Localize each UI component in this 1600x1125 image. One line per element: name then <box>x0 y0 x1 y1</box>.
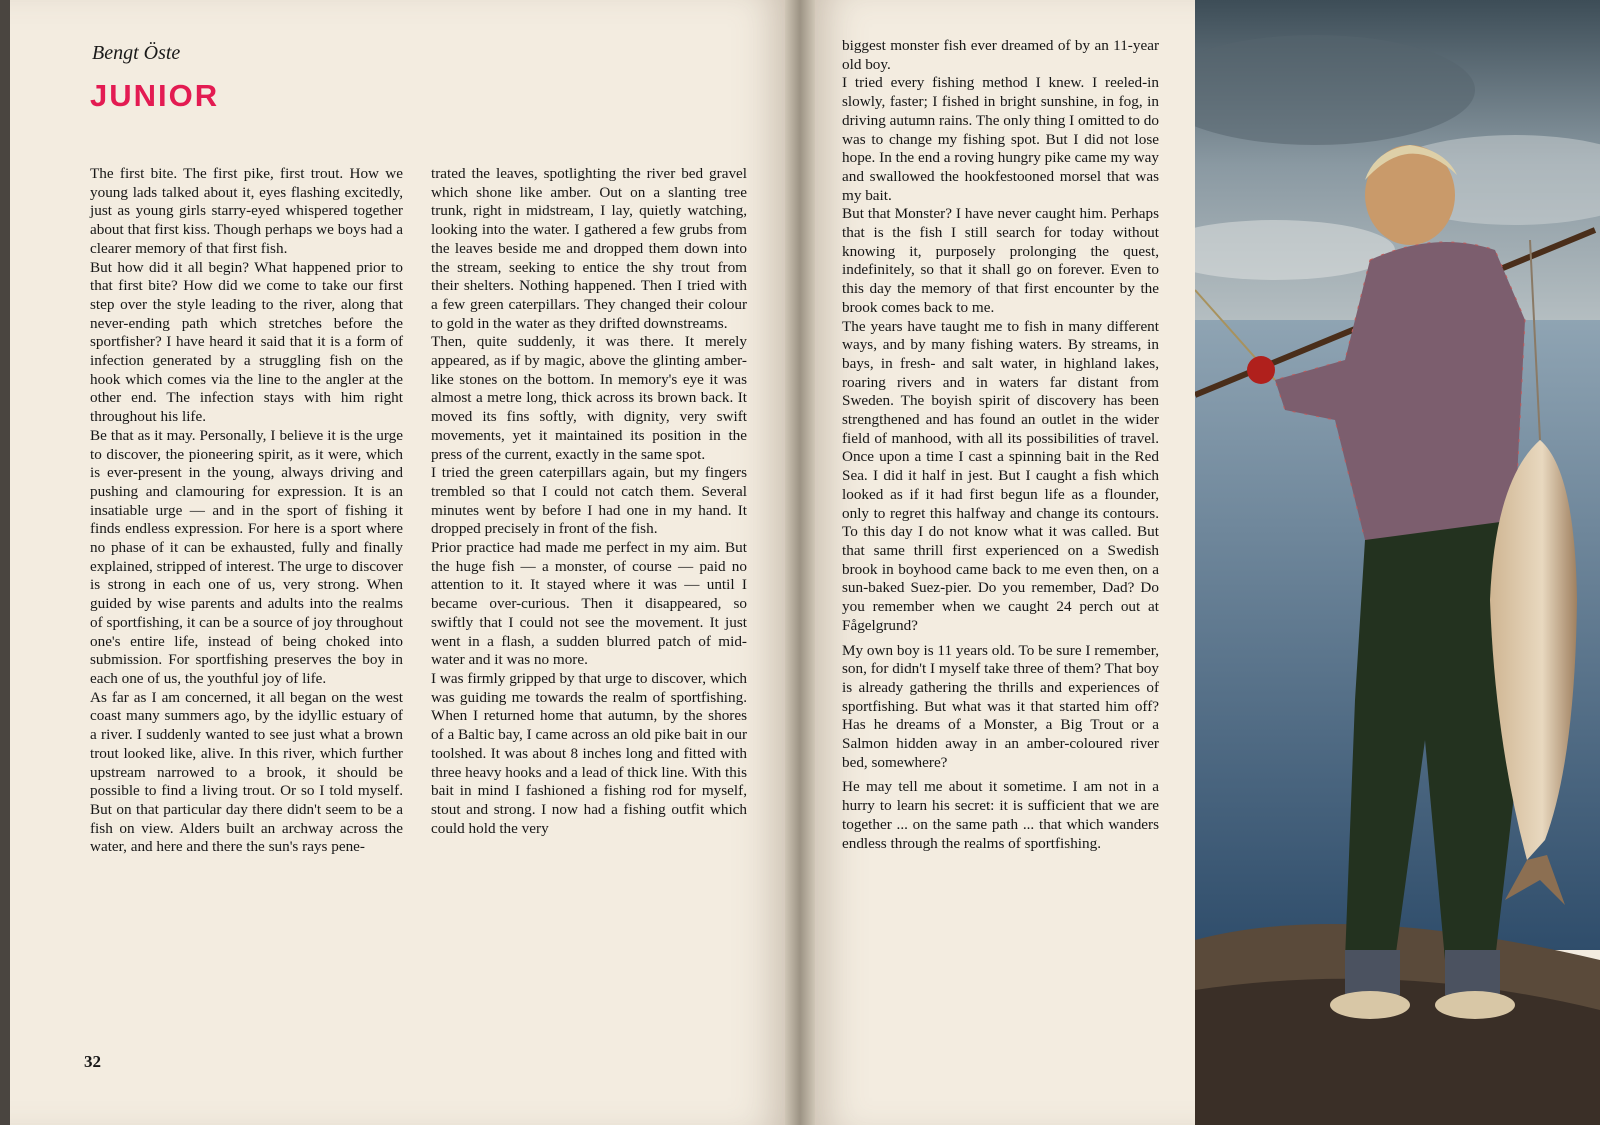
paragraph: Then, quite suddenly, it was there. It merely appeared, as if by magic, above the glinting amber-like stones on the bottom. In memory's eye it was almost a metre long, thick across its brown back. It moved its fins softly, with dignity, very swift movements, yet it maintained its position in the press of the current, exactly in the same spot. <box>431 333 747 463</box>
text-column-3 <box>842 37 1159 853</box>
paragraph: As far as I am concerned, it all began on the west coast many summers ago, by the idyllic estuary of a river. I suddenly wanted to see just what a brown trout looked like, alive. In this river, which further upstream narrowed to a brook, it should be possible to find a living trout. Or so I told myself. But on that particular day there didn't seem to be a fish on view. Alders built an archway across the water, and here and there the sun's rays pene- <box>90 688 403 856</box>
paragraph: The years have taught me to fish in many different ways, and by many fishing waters. By streams, in bays, in fresh- and salt water, in highland lakes, roaring rivers and in waters far distant from Sweden. The boyish spirit of discovery has been strengthened and has found an outlet in the wider field of manhood, with all its possibilities of travel. Once upon a time I cast a spinning bait in the Red Sea. I did it half in jest. But I caught a fish which looked as if it had first begun life as a flounder, only to regret this halfway and change its contours. To this day I do not know what it was called. But that same thrill first experienced on a Swedish brook in boyhood came back to me even then, on a sun-baked Suez-pier. Do you remember, Dad? Do you remember when we caught 24 perch out at Fågelgrund? <box>842 317 1159 634</box>
boy-with-fish-photo <box>1195 0 1600 1125</box>
paragraph: But that Monster? I have never caught him. Perhaps that is the fish I still search for today without knowing it, purposely prolonging the quest, indefinitely, so that it shall go on forever. Even to this day the memory of that first encounter by the brook comes back to me. <box>842 205 1159 316</box>
paragraph: I tried the green caterpillars again, but my fingers trembled so that I could not catch them. Several minutes went by before I had one in my hand. It dropped precisely in front of the fish. <box>431 464 747 538</box>
article-title: JUNIOR <box>90 78 220 113</box>
page-gutter <box>785 0 815 1125</box>
paragraph: I was firmly gripped by that urge to discover, which was guiding me towards the realm of sportfishing. When I returned home that autumn, by the shores of a Baltic bay, I came across an old pike bait in our toolshed. It was about 8 inches long and fitted with three heavy hooks and a lead of thick line. With this bait in mind I fashioned a fishing rod for myself, stout and strong. I now had a fishing outfit which could hold the very <box>431 669 747 837</box>
author-byline: Bengt Öste <box>92 42 181 64</box>
paragraph: The first bite. The first pike, first trout. How we young lads talked about it, eyes flashing excitedly, just as young girls starry-eyed whispered together about that first kiss. Though perhaps we boys had a clearer memory of that first fish. <box>90 165 403 257</box>
paragraph: My own boy is 11 years old. To be sure I remember, son, for didn't I myself take three of them? That boy is already gathering the thrills and experiences of sportfishing. But what was it that started him off? Has he dreams of a Monster, a Big Trout or a Salmon hidden away in an amber-coloured river bed, somewhere? <box>842 641 1159 771</box>
text-column-1 <box>90 165 403 857</box>
page-number: 32 <box>84 1052 101 1071</box>
paragraph: I tried every fishing method I knew. I reeled-in slowly, faster; I fished in bright sunshine, in fog, in driving autumn rains. The only thing I omitted to do was to change my fishing spot. But I did not lose hope. In the end a roving hungry pike came my way and swallowed the hookfestooned morsel that was my bait. <box>842 74 1159 204</box>
paragraph: Be that as it may. Personally, I believe it is the urge to discover, the pioneering spirit, as it were, which is ever-present in the young, always driving and pushing and clamouring for expression. It is an insatiable urge — and in the sport of fishing it finds endless expression. For here is a sport where no phase of it can be exhausted, fully and finally explained, stripped of interest. The urge to discover is strong in each one of us, very strong. When guided by wise parents and adults into the realms of sportfishing, it can be a source of joy throughout one's entire life, instead of being choked into submission. For sportfishing preserves the boy in each one of us, the youthful joy of life. <box>90 426 403 687</box>
paragraph: trated the leaves, spotlighting the river bed gravel which shone like amber. Out on a slanting tree trunk, right in midstream, I lay, quietly watching, looking into the water. I gathered a few grubs from the leaves beside me and dropped them down into the stream, seeking to entice the shy trout from their shelters. Nothing happened. Then I tried with a few green caterpillars. They changed their colour to gold in the water as they drifted downstreams. <box>431 165 747 332</box>
paragraph: biggest monster fish ever dreamed of by an 11-year old boy. <box>842 37 1159 73</box>
text-column-2 <box>431 165 747 838</box>
paragraph: But how did it all begin? What happened prior to that first bite? How did we come to take our first step over the style leading to the river, along that never-ending path which stretches before the sportfisher? I have heard it said that it is a form of infection generated by a struggling fish on the hook which comes via the line to the angler at the other end. The infection stays with him right throughout his life. <box>90 258 403 426</box>
left-page <box>10 0 785 1125</box>
paragraph: He may tell me about it sometime. I am not in a hurry to learn his secret: it is sufficient that we are together ... on the same path ... that which wanders endless through the realms of sportfishing. <box>842 778 1159 852</box>
paragraph: Prior practice had made me perfect in my aim. But the huge fish — a monster, of course — paid no attention to it. It stayed where it was — until I became over-curious. Then it disappeared, so swiftly that I could not see the movement. It just went in a flash, a sudden blurred patch of mid-water and it was no more. <box>431 539 747 669</box>
